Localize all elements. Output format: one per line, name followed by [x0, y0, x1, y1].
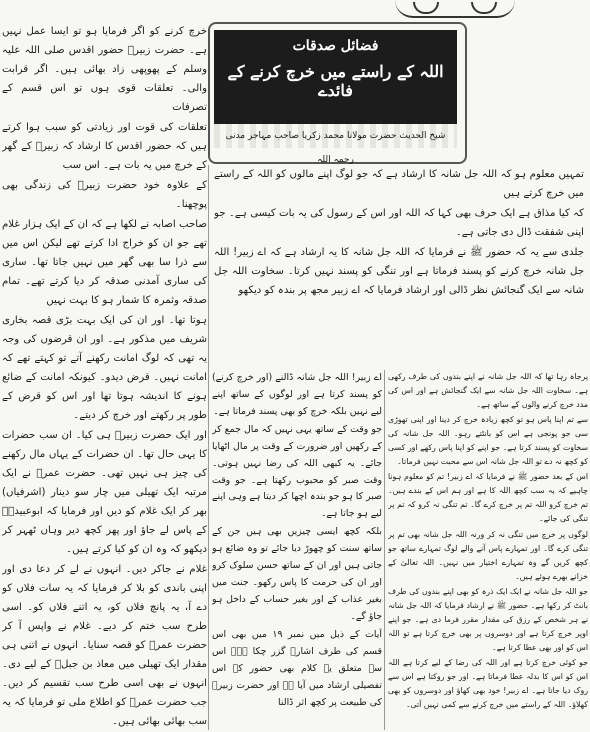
article-title: اللہ کے راستے میں خرچ کرنے کے فائدے	[227, 62, 444, 100]
paragraph: اے زبیر! اللہ جل شانہ ڈالنے (اور خرچ کرنے) کو پسند کرتا ہے اور لوگوں کے ساتھ اپنے لیے نہیں بلکہ خرچ کو بھی پسند فرماتا ہے۔	[212, 372, 382, 417]
paragraph: جو کوئی خرچ کرتا ہے اور اللہ کی رضا کے لیے کرتا ہے اللہ اس کو اس کا بدلہ عطا فرماتا ہے۔ اور جو روکتا ہے اس سے روک دیا جاتا ہے۔ اے زبیر! خود بھی کھاؤ اور دوسروں کو بھی کھلاؤ۔ اللہ کے راستے میں خرچ کرنے سے کمی نہیں آتی۔	[388, 657, 588, 710]
decorative-top-border	[395, 0, 515, 18]
text-column-top-right	[214, 165, 584, 370]
paragraph: اور ایک حضرت زبیرؓ ہی کیا۔ ان سب حضرات کا یہی حال تھا۔ ان حضرات کے یہاں مال رکھنے کی چیز ہی نہیں تھی۔ حضرت عمرؓ نے ایک مرتبہ ایک تھیلی میں چار سو دینار (اشرفیاں) بھر کر ایک غلام کو دیں اور فرمایا کہ ابوعبیدہؓ کے پاس لے جاؤ اور پھر کچھ دیر وہاں ٹھہر کر دیکھو کہ وہ ان کو کیا کرتے ہیں۔	[2, 430, 207, 555]
paragraph: غلام نے جاکر دیں۔ انہوں نے لے کر دعا دی اور اپنی باندی کو بلا کر فرمایا کہ یہ سات فلاں کو دے آ، یہ پانچ فلاں کو، یہ اتنے فلاں کو۔ اسی طرح سب ختم کر دیے۔ غلام نے واپس آ کر حضرت عمرؓ کو قصہ سنایا۔ انہوں نے اتنی ہی مقدار ایک تھیلی میں معاذ بن جبلؓ کے لیے دی۔ انہوں نے بھی اسی طرح سب تقسیم کر دیں۔ جب حضرت عمرؓ کو اطلاع ملی تو فرمایا کہ یہ سب بھائی بھائی ہیں۔	[2, 564, 207, 727]
text-column-left	[2, 22, 207, 730]
text-column-right	[388, 370, 588, 730]
paragraph: اس کے بعد حضور ﷺ نے فرمایا کہ اے زبیر! تم کو معلوم ہونا چاہیے کہ یہ سب کچھ اللہ کا ہے اور ہم اس کے بندے ہیں۔ تم خرچ کرو اللہ تم پر خرچ کرے گا۔ تم تنگی نہ کرو کہ تم پر تنگی کی جائے۔	[388, 472, 588, 524]
paragraph: جو اللہ جل شانہ نے ایک ایک ذرہ کو بھی اپنے بندوں کی طرف بانٹ کر رکھا ہے۔ حضور ﷺ نے ارشاد فرمایا کہ اللہ جل شانہ نے ہر شخص کے رزق کی مقدار مقرر فرما دی ہے۔ جو اپنے اوپر خرچ کرتا ہے اور دوسروں پر بھی خرچ کرتا ہے تو اللہ اس کو اور بھی عطا کرتا ہے۔	[388, 586, 588, 652]
paragraph: سے تم اپنا پاس ہو تو کچھ زیادہ خرچ کر دینا اور اپنی تھوڑی سی جو پونجی ہے اس کو بانٹتے رہو۔ اللہ جل شانہ کی سخاوت کو پسند کرتا ہے۔ جو اپنے کو اپنا پاس رکھے اور کسی کو کچھ نہ دے تو اللہ جل شانہ اس سے محبت نہیں فرماتا۔	[388, 415, 588, 467]
paragraph: تعلقات کی قوت اور زیادتی کو سبب ہوا کرتے ہیں کہ حضور اقدس کا ارشاد کہ زبیرؓ کے گھر کے خرچ میں یہ بات ہے۔ اس سب	[2, 122, 207, 171]
author-byline: شیخ الحدیث حضرت مولانا محمد زکریا صاحب مہاجر مدنی رحمہ اللہ	[214, 124, 457, 148]
paragraph: جلدی سے یہ کہ حضور ﷺ نے فرمایا کہ اللہ جل شانہ کا یہ ارشاد ہے کہ اے زبیر! اللہ جل شانہ خرچ کرنے کو پسند فرماتا ہے اور تنگی کو پسند نہیں کرتا۔ سخاوت اللہ جل شانہ سے ایک گنجائش نظر ڈالی اور ارشاد فرمایا کہ اے زبیر مجھ پر بندہ کو دیکھو	[214, 247, 584, 296]
paragraph: کہ کیا مذاق ہے ایک حرف بھی کہا کہ اللہ اور اس کے رسول کی یہ بات کیسی ہے۔ جو اپنی شفقت ڈال دی جاتی ہے۔	[214, 208, 584, 238]
paragraph: تمہیں معلوم ہو کہ اللہ جل شانہ کا ارشاد ہے کہ جو لوگ اپنے مالوں کو اللہ کے راستے میں خرچ کرتے ہیں	[214, 169, 584, 199]
paragraph: ہوتا تھا۔ اور ان کی ایک بہت بڑی قصہ بخاری شریف میں مذکور ہے۔ اور ان قرضوں کی وجہ یہ تھی کہ لوگ امانت رکھنے آتے تو کہتے تھے کہ امانت نہیں۔ قرض دیدو۔ کیونکہ امانت کے ضائع ہونے کا اندیشہ ہوتا تھا اور اس کو قرض کے طور پر رکھتے اور خرچ کر دیتے۔	[2, 315, 207, 421]
paragraph: آیات کے ذیل میں نمبر ۱۹ میں بھی اس قسم کی طرف اشارہ گزر چکا ہے۔ اس سے متعلق یہ کلام بھی حضور کے اس تفصیلی ارشاد میں آیا ہے اور حضرت زبیرؓ کی طبیعت پر کچھ اثر ڈالنا	[212, 628, 382, 708]
text-column-middle	[212, 370, 382, 730]
paragraph: بلکہ کچھ ایسی چیزیں بھی ہیں جن کے ساتھ سنت کو چھوڑ دیا جائے تو وہ ضائع ہو جاتی ہیں اور ان کے ساتھ حسن سلوک کرو اور ان کی حرمت کا پاس رکھو۔ جنت میں بغیر عذاب کے اور بغیر حساب کے داخل ہو جاؤ گے۔	[212, 526, 382, 622]
paragraph: لوگوں پر خرچ میں تنگی نہ کر ورنہ اللہ جل شانہ بھی تم پر تنگی کرے گا۔ اور تمہارے پاس آنے والے لوگ تمہارے ساتھ جو کچھ کریں گے وہ تمہارے اختیار میں نہیں۔ اللہ تعالیٰ کے خزانے بھرے ہوئے ہیں۔	[388, 529, 588, 581]
paragraph: پرجاہ رہا تھا کہ اللہ جل شانہ نے اپنے بندوں کی طرف رکھی ہے۔ سخاوت اللہ جل شانہ سے ایک گنجائش ہے اور اس کی مدد خرچ کرنے والوں کے ساتھ ہے۔	[388, 372, 588, 410]
paragraph: کے علاوہ خود حضرت زبیرؓ کی زندگی بھی پوچھنا۔	[2, 180, 207, 210]
column-divider	[384, 370, 385, 730]
title-banner	[214, 30, 457, 126]
paragraph: خرچ کرنے کو اگر فرمایا ہو تو ایسا عمل نہیں ہے۔ حضرت زبیرؓ حضور اقدس صلی اللہ علیہ وسلم کے پھوپھی زاد بھائی ہیں۔ اگر قرابت والی۔ تعلقات قوی ہوں تو اس قسم کے تصرفات	[2, 26, 207, 113]
section-title: فضائل صدقات	[292, 38, 379, 54]
paragraph: صاحب اصابہ نے لکھا ہے کہ ان کے ایک ہزار غلام تھے جو ان کو خراج ادا کرتے تھے لیکن اس میں سے ذرا سا بھی گھر میں نہیں جاتا تھا۔ ساری کی ساری آمدنی صدقہ کر دیا کرتے تھے۔ تمام صدقہ وثمرہ کا شمار ہو کا بہت نہیں	[2, 219, 207, 306]
paragraph: جو وقت کے ساتھ یہی نہیں کہ مال جمع کر کے رکھیں اور ضرورت کے وقت پر مال اٹھایا جائے۔ یہ کبھی اللہ کی رضا نہیں ہوتی۔ وقت صبر کو محبوب رکھتا ہے۔ جو وقت صبر کا ہو جو بندہ اچھا کر دیتا ہے وہی اپنے لیے ہو جاتا ہے۔	[212, 423, 382, 520]
column-divider	[208, 165, 209, 730]
